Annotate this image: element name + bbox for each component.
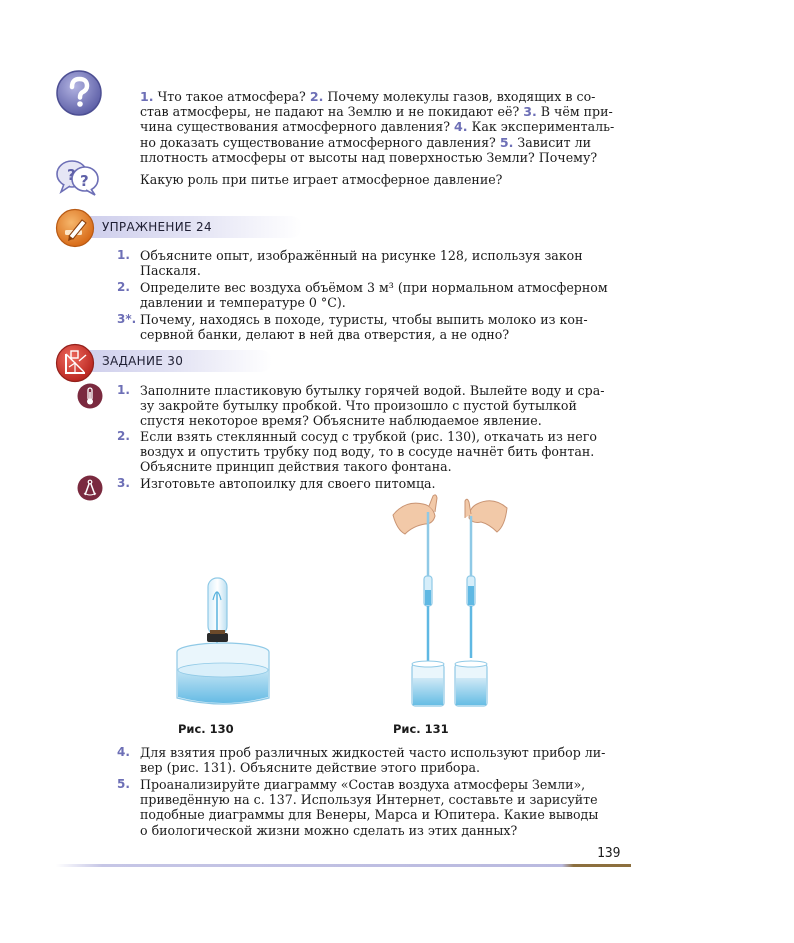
exercise-item-2 xyxy=(117,280,632,310)
exercise-title: УПРАЖНЕНИЕ 24 xyxy=(102,220,212,234)
question-2-num: 2. xyxy=(309,89,324,104)
task-icon xyxy=(55,343,95,383)
task-item-5-line-4: о биологической жизни можно сделать из этих данных? xyxy=(140,822,518,838)
exercise-item-2-num: 2. xyxy=(117,280,130,294)
exercise-item-3-num: 3*. xyxy=(117,312,137,326)
task-item-4-num: 4. xyxy=(117,745,130,759)
question-5-num: 5. xyxy=(499,134,514,150)
question-icon xyxy=(55,69,103,117)
exercise-item-2-line-1: Определите вес воздуха объёмом 3 м³ (при нормальном атмосферном xyxy=(140,280,608,295)
task-item-5 xyxy=(117,777,632,838)
question-2-text-start: Почему молекулы газов, входящих в со- xyxy=(327,89,596,104)
task-item-5-line-3: подобные диаграммы для Венеры, Марса и Юпитера. Какие выводы xyxy=(140,807,599,823)
svg-text:?: ? xyxy=(67,166,76,184)
question-1-num: 1. xyxy=(140,89,154,104)
task-item-3-num: 3. xyxy=(117,476,130,490)
task-item-5-line-2: приведённую на с. 137. Используя Интернет, составьте и зарисуйте xyxy=(140,792,598,808)
question-3-text-start: В чём при- xyxy=(540,104,613,120)
task-item-5-line-1: Проанализируйте диаграмму «Состав воздуха атмосферы Земли», xyxy=(140,777,586,792)
task-item-1-line-3: спустя некоторое время? Объясните наблюдаемое явление. xyxy=(140,413,542,429)
task-item-2-num: 2. xyxy=(117,429,130,443)
task-item-4 xyxy=(117,745,632,775)
page-number: 139 xyxy=(597,846,621,861)
task-item-1-line-2: зу закройте бутылку пробкой. Что произошло с пустой бутылкой xyxy=(140,398,577,414)
footer-rule xyxy=(56,864,631,867)
task-item-1-num: 1. xyxy=(117,383,130,397)
exercise-item-1-num: 1. xyxy=(117,248,130,262)
pencil-icon xyxy=(55,208,95,248)
svg-text:?: ? xyxy=(80,172,89,190)
question-1-text: Что такое атмосфера? xyxy=(157,89,306,104)
figure-131 xyxy=(385,490,515,710)
task-item-2 xyxy=(117,429,632,475)
task-item-1-line-1: Заполните пластиковую бутылку горячей водой. Вылейте воду и сра- xyxy=(140,383,605,398)
question-4-text-end: но доказать существование атмосферного давления? xyxy=(140,134,496,150)
task-item-3 xyxy=(117,476,632,491)
exercise-item-1 xyxy=(117,248,632,278)
task-item-3-line-1: Изготовьте автопоилку для своего питомца. xyxy=(140,476,436,491)
task-item-2-line-1: Если взять стеклянный сосуд с трубкой (рис. 130), откачать из него xyxy=(140,429,597,444)
discussion-icon xyxy=(55,157,101,197)
exercise-item-3-line-2: сервной банки, делают в ней два отверстия, а не одно? xyxy=(140,327,510,343)
question-3-num: 3. xyxy=(523,104,537,120)
task-item-2-line-2: воздух и опустить трубку под воду, то в сосуде начнёт бить фонтан. xyxy=(140,444,595,460)
task-title: ЗАДАНИЕ 30 xyxy=(102,354,184,368)
discussion-question: Какую роль при питье играет атмосферное давление? xyxy=(140,172,503,187)
question-5-text-end: плотность атмосферы от высоты над поверхностью Земли? Почему? xyxy=(140,149,598,165)
exercise-item-2-line-2: давлении и температуре 0 °С). xyxy=(140,295,346,311)
figure-130 xyxy=(170,570,280,710)
figure-130-caption: Рис. 130 xyxy=(178,722,234,736)
figure-131-caption: Рис. 131 xyxy=(393,722,449,736)
task-item-1 xyxy=(117,383,632,429)
task-item-2-line-3: Объясните принцип действия такого фонтана. xyxy=(140,459,452,475)
exercise-item-3-line-1: Почему, находясь в походе, туристы, чтобы выпить молоко из кон- xyxy=(140,312,588,327)
thermometer-icon xyxy=(77,383,103,409)
question-4-text-start: Как эксперименталь- xyxy=(471,119,615,135)
task-item-4-line-2: вер (рис. 131). Объясните действие этого прибора. xyxy=(140,760,481,776)
questions-paragraph xyxy=(140,89,640,165)
task-item-5-num: 5. xyxy=(117,777,130,791)
question-3-text-end: чина существования атмосферного давления? xyxy=(140,119,451,135)
exercise-item-3 xyxy=(117,312,632,342)
question-5-text-start: Зависит ли xyxy=(517,134,592,150)
question-4-num: 4. xyxy=(454,119,468,135)
exercise-item-1-line-1: Объясните опыт, изображённый на рисунке 128, используя закон xyxy=(140,248,583,263)
question-2-text-end: став атмосферы, не падают на Землю и не покидают её? xyxy=(140,104,520,120)
compass-icon xyxy=(77,475,103,501)
exercise-item-1-line-2: Паскаля. xyxy=(140,263,201,279)
task-item-4-line-1: Для взятия проб различных жидкостей часто используют прибор ли- xyxy=(140,745,606,760)
